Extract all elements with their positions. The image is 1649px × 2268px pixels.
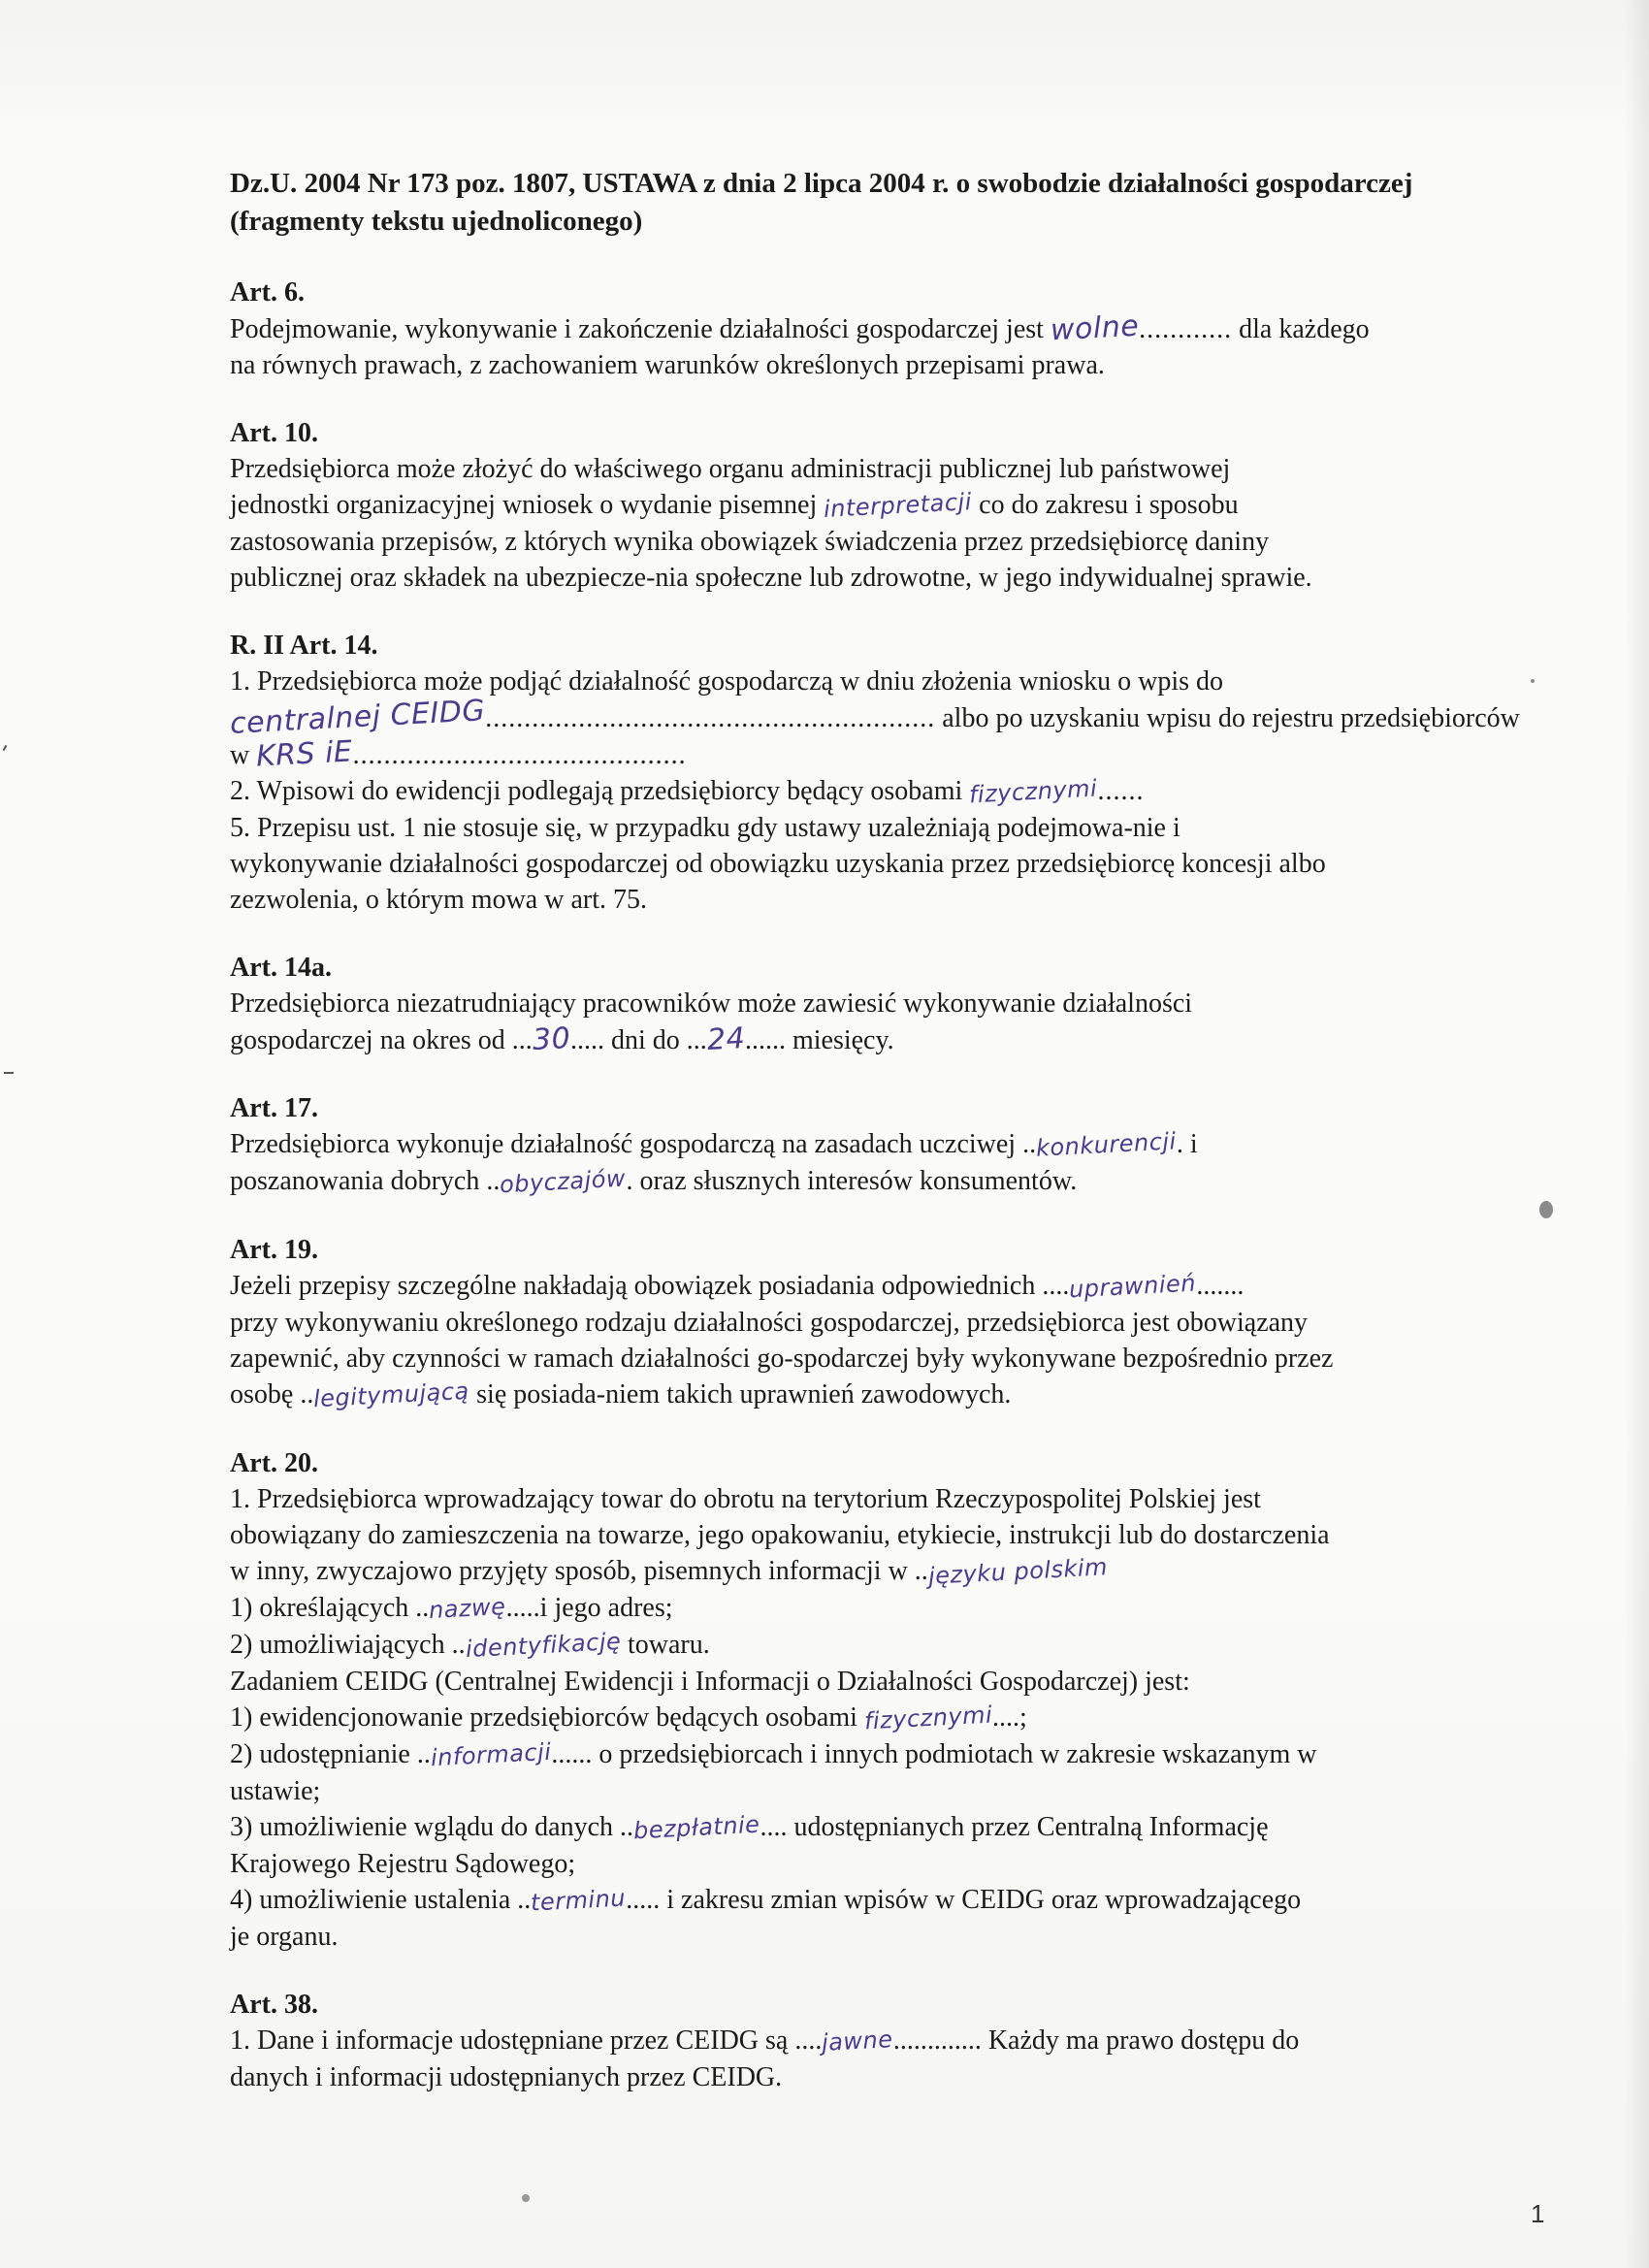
article-heading: Art. 10. (230, 418, 318, 448)
handwritten-answer: fizycznymi (863, 1701, 993, 1735)
handwritten-answer: 30 (531, 1021, 571, 1058)
text-line: obowiązany do zamieszczenia na towarze, jego opakowaniu, etykiecie, instrukcji lub do dostarczenia (230, 1520, 1330, 1550)
handwritten-answer: terminu (530, 1884, 627, 1917)
text-line: w inny, zwyczajowo przyjęty sposób, pisemnych informacji w ..języku polskim (230, 1553, 1539, 1590)
article-heading: Art. 14a. (230, 953, 332, 983)
page-number: 1 (1531, 2199, 1545, 2228)
handwritten-answer: bezpłatnie (632, 1810, 761, 1845)
scan-mark (3, 745, 8, 751)
text-line: Krajowego Rejestru Sądowego; (230, 1849, 576, 1879)
text-line: 1. Przedsiębiorca może podjąć działalność gospodarczą w dniu złożenia wniosku o wpis do (230, 666, 1224, 697)
handwritten-answer: informacji (430, 1737, 552, 1772)
handwritten-answer: centralnej CEIDG (229, 694, 486, 741)
scan-speck (1539, 1201, 1553, 1218)
article-20 (230, 1445, 1539, 1955)
handwritten-answer: konkurencji (1035, 1127, 1178, 1162)
article-heading: R. II Art. 14. (230, 631, 378, 661)
text-line: 1. Dane i informacje udostępniane przez CEIDG są ....jawne............. Każdy ma prawo dostępu do (230, 2023, 1539, 2059)
article-14a (230, 950, 1539, 1058)
text-line: Jeżeli przepisy szczególne nakładają obowiązek posiadania odpowiednich ....uprawnień....... (230, 1268, 1539, 1305)
article-heading: Art. 17. (230, 1093, 318, 1123)
scan-mark (4, 1072, 14, 1074)
handwritten-answer: uprawnień (1068, 1269, 1197, 1304)
text-line: zezwolenia, o którym mowa w art. 75. (230, 885, 647, 915)
handwritten-answer: 24 (705, 1021, 746, 1058)
text-line: 1) określających ..nazwę.....i jego adres; (230, 1590, 1539, 1627)
text-line: gospodarczej na okres od ...30..... dni do ...24...... miesięcy. (230, 1021, 894, 1058)
handwritten-answer: identyfikację (464, 1627, 622, 1664)
text-line: danych i informacji udostępnianych przez CEIDG. (230, 2062, 783, 2092)
text-line: je organu. (230, 1922, 339, 1952)
text-line: wykonywanie działalności gospodarczej od obowiązku uzyskania przez przedsiębiorcę koncesji albo (230, 849, 1326, 879)
scan-speck (1531, 679, 1535, 683)
article-heading: Art. 38. (230, 1990, 318, 2020)
article-heading: Art. 20. (230, 1448, 318, 1478)
text-line: centralnej CEIDG.......................................................... albo po uzyskaniu wpisu do rejestru przedsiębiorców (229, 694, 1520, 741)
text-line: 1) ewidencjonowanie przedsiębiorców będących osobami fizycznymi....; (230, 1700, 1539, 1736)
text-line: ustawie; (230, 1776, 321, 1806)
text-line: zastosowania przepisów, z których wynika obowiązek świadczenia przez przedsiębiorcę daniny (230, 527, 1270, 557)
document-title: Dz.U. 2004 Nr 173 poz. 1807, USTAWA z dnia 2 lipca 2004 r. o swobodzie działalności gospodarczej (fragmenty tekstu ujednoliconego) (230, 168, 1413, 237)
article-19 (230, 1232, 1539, 1413)
text-line: 2) udostępnianie ..informacji...... o przedsiębiorcach i innych podmiotach w zakresie wskazanym w (230, 1736, 1539, 1773)
text-line: 3) umożliwienie wglądu do danych ..bezpłatnie.... udostępnianych przez Centralną Informację (230, 1809, 1539, 1846)
text-line: 5. Przepisu ust. 1 nie stosuje się, w przypadku gdy ustawy uzależniają podejmowa-nie i (230, 813, 1180, 843)
article-14 (230, 628, 1539, 918)
article-6 (230, 275, 1539, 383)
text-line: Przedsiębiorca może złożyć do właściwego organu administracji publicznej lub państwowej (230, 454, 1231, 484)
article-17 (230, 1090, 1539, 1200)
handwritten-answer: jawne (821, 2025, 894, 2057)
text-line: Podejmowanie, wykonywanie i zakończenie działalności gospodarczej jest wolne............ dla każdego (230, 308, 1370, 348)
handwritten-answer: interpretacji (823, 488, 973, 523)
handwritten-answer: fizycznymi (968, 774, 1099, 809)
text-line: 2) umożliwiających ..identyfikację towaru. (230, 1627, 1539, 1664)
text-line: w KRS iE........................................... (230, 734, 687, 774)
article-38 (230, 1987, 1539, 2095)
text-line: Zadaniem CEIDG (Centralnej Ewidencji i Informacji o Działalności Gospodarczej) jest: (230, 1667, 1190, 1697)
text-line: Przedsiębiorca niezatrudniający pracowników może zawiesić wykonywanie działalności (230, 988, 1193, 1019)
article-heading: Art. 6. (230, 277, 305, 308)
handwritten-answer: KRS iE (255, 734, 354, 774)
article-10 (230, 415, 1539, 596)
article-heading: Art. 19. (230, 1235, 318, 1265)
handwritten-answer: języku polskim (927, 1553, 1109, 1590)
handwritten-answer: wolne (1050, 308, 1140, 348)
text-line: 1. Przedsiębiorca wprowadzający towar do obrotu na terytorium Rzeczypospolitej Polskiej jest (230, 1484, 1261, 1514)
text-line: publicznej oraz składek na ubezpiecze-nia społeczne lub zdrowotne, w jego indywidualnej sprawie. (230, 563, 1312, 593)
handwritten-answer: legitymującą (312, 1377, 470, 1413)
document-body (230, 165, 1539, 2127)
handwritten-answer: obyczajów (499, 1164, 628, 1199)
text-line: osobę ..legitymującą się posiada-niem takich uprawnień zawodowych. (230, 1377, 1539, 1413)
text-line: jednostki organizacyjnej wniosek o wydanie pisemnej interpretacji co do zakresu i sposobu (230, 487, 1539, 524)
text-line: na równych prawach, z zachowaniem warunków określonych przepisami prawa. (230, 350, 1105, 380)
text-line: 4) umożliwienie ustalenia ..terminu..... i zakresu zmian wpisów w CEIDG oraz wprowadzającego (230, 1882, 1539, 1919)
handwritten-answer: nazwę (428, 1592, 507, 1625)
scan-speck (522, 2194, 530, 2202)
text-line: 2. Wpisowi do ewidencji podlegają przedsiębiorcy będący osobami fizycznymi...... (230, 773, 1539, 810)
text-line: zapewnić, aby czynności w ramach działalności go-spodarczej były wykonywane bezpośrednio przez (230, 1344, 1334, 1374)
text-line: przy wykonywaniu określonego rodzaju działalności gospodarczej, przedsiębiorca jest obowiązany (230, 1308, 1309, 1338)
text-line: Przedsiębiorca wykonuje działalność gospodarczą na zasadach uczciwej ..konkurencji. i (230, 1126, 1539, 1163)
text-line: poszanowania dobrych ..obyczajów. oraz słusznych interesów konsumentów. (230, 1163, 1539, 1200)
scan-shadow (1624, 0, 1649, 2268)
